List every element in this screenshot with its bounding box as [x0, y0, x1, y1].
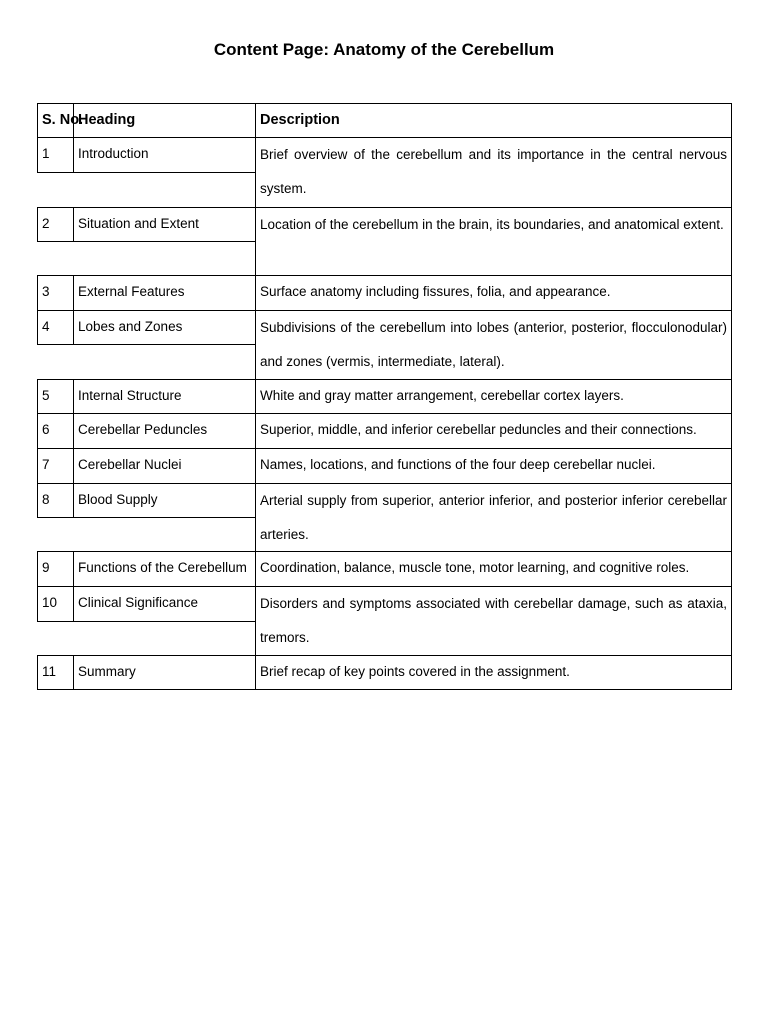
row-4-description: Subdivisions of the cerebellum into lobes (anterior, posterior, flocculonodular) and zones (vermis, intermediate, lateral).: [255, 310, 732, 380]
header-description: Description: [255, 103, 732, 138]
row-1-description: Brief overview of the cerebellum and its importance in the central nervous system.: [255, 137, 732, 208]
row-5-description: White and gray matter arrangement, cerebellar cortex layers.: [255, 379, 732, 414]
row-6-description: Superior, middle, and inferior cerebellar peduncles and their connections.: [255, 413, 732, 449]
row-2-description: Location of the cerebellum in the brain, its boundaries, and anatomical extent.: [255, 207, 732, 276]
row-9-sno: 9: [37, 551, 74, 587]
row-11-description: Brief recap of key points covered in the assignment.: [255, 655, 732, 690]
row-3-description: Surface anatomy including fissures, folia, and appearance.: [255, 275, 732, 311]
header-sno: S. No.: [37, 103, 74, 138]
row-6-sno: 6: [37, 413, 74, 449]
row-3-heading: External Features: [73, 275, 256, 311]
row-8-description: Arterial supply from superior, anterior inferior, and posterior inferior cerebellar arteries.: [255, 483, 732, 552]
page-title: Content Page: Anatomy of the Cerebellum: [213, 40, 555, 59]
row-10-description: Disorders and symptoms associated with cerebellar damage, such as ataxia, tremors.: [255, 586, 732, 656]
row-8-heading: Blood Supply: [73, 483, 256, 518]
row-5-sno: 5: [37, 379, 74, 414]
row-7-sno: 7: [37, 448, 74, 484]
row-2-heading: Situation and Extent: [73, 207, 256, 242]
row-11-sno: 11: [37, 655, 74, 690]
row-10-sno: 10: [37, 586, 74, 622]
row-1-heading: Introduction: [73, 137, 256, 173]
row-4-heading: Lobes and Zones: [73, 310, 256, 345]
row-7-heading: Cerebellar Nuclei: [73, 448, 256, 484]
row-4-sno: 4: [37, 310, 74, 345]
row-7-description: Names, locations, and functions of the four deep cerebellar nuclei.: [255, 448, 732, 484]
row-8-sno: 8: [37, 483, 74, 518]
row-1-sno: 1: [37, 137, 74, 173]
row-10-heading: Clinical Significance: [73, 586, 256, 622]
row-9-description: Coordination, balance, muscle tone, motor learning, and cognitive roles.: [255, 551, 732, 587]
row-6-heading: Cerebellar Peduncles: [73, 413, 256, 449]
row-11-heading: Summary: [73, 655, 256, 690]
row-2-sno: 2: [37, 207, 74, 242]
row-3-sno: 3: [37, 275, 74, 311]
row-9-heading: Functions of the Cerebellum: [73, 551, 256, 587]
header-heading: Heading: [73, 103, 256, 138]
row-5-heading: Internal Structure: [73, 379, 256, 414]
